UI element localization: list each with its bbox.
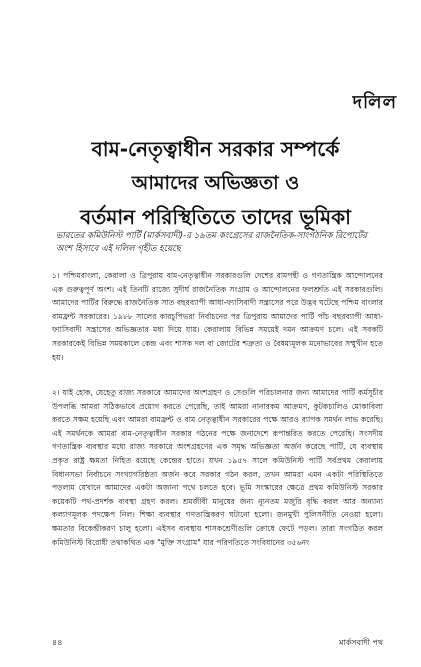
section-label: দলিল xyxy=(352,92,397,113)
title-line-1: বাম-নেতৃত্বাধীন সরকার সম্পর্কে xyxy=(91,137,340,161)
title-line-2: আমাদের অভিজ্ঞতা ও xyxy=(131,172,300,194)
page-footer xyxy=(52,637,383,650)
title-line-3: বর্তমান পরিস্থিতিতে তাদের ভূমিকা xyxy=(80,205,351,229)
paragraph-1: ১। পশ্চিমবাংলা, কেরালা ও ত্রিপুরায় বাম-নেতৃত্বাধীন সরকারগুলি দেশের বামপন্থী ও গণতান্ত্রিক আন্দোলনের এক গুরুত্বপূর্ণ অংশ। এই তিনটি রাজ্যে সুদীর্ঘ রাজনৈতিক সংগ্রাম ও আন্দোলনের ফলশ্রুতি এই সরকারগুলি। আমাদের পার্টির বিরুদ্ধে রাজনৈতিক সাত বছরব্যাপী আধা-ফ্যাসিবাদী সন্ত্রাসের পরে উদ্ভব ঘটেছে পশ্চিম বাংলার বামফ্রন্ট সরকারের। ১৯৮৮ সালের কারচুপিভরা নির্বাচনের পর ত্রিপুরায় আমাদের পার্টি পাঁচ বছরব্যাপী আধা-ফ্যাসিবাদী সন্ত্রাসের অভিজ্ঞতার মধ্য দিয়ে যায়। কেরালায় বিভিন্ন সময়েই দমন আক্রমণ চলে। এই সবকটি সরকারকেই বিভিন্ন সময়কালে কেন্দ্র এবং শাসক দল বা জোটের শত্রুতা ও বৈষম্যমূলক মনোভাবের সম্মুখীন হতে হয়। xyxy=(52,271,383,362)
document-title xyxy=(40,132,391,234)
publication-name: মার্কসবাদী পথ xyxy=(338,638,383,647)
intro-note: ভারতের কমিউনিস্ট পার্টি (মার্কসবাদী)-র ১৯তম কংগ্রেসের রাজনৈতিক-সাংগঠনিক রিপোর্টের অংশ হিসাবে এই দলিল গৃহীত হয়েছে xyxy=(56,231,367,254)
paragraph-2: ২। যাই হোক, যেহেতু রাজ্য সরকারে আমাদের অংশগ্রহণ ও সেগুলি পরিচালনার জন্য আমাদের পার্টি কর্মসূচীর উপলব্ধি আমরা সঠিকভাবে প্রয়োগ করতে পেরেছি, তাই আমরা নানারকম আক্রমণ, কুটকচালিও মোকাবিলা করতে সক্ষম হয়েছি এবং আমরা বামফ্রন্ট ও বাম নেতৃত্বাধীন সরকারের পক্ষে আরও ব্যাপক সমর্থন লাভ করেছি। এই সমর্থনকে আমরা বাম-নেতৃত্বাধীন সরকার গঠনের পক্ষে জনাদেশে রূপান্তরিত করতে পেরেছি। সংসদীয় গণতান্ত্রিক ব্যবস্থার মধ্যে রাজ্য সরকারে অংশগ্রহণের এক সমৃদ্ধ অভিজ্ঞতা অর্জন করেছে পার্টি, যে ব্যবস্থায় প্রকৃত রাষ্ট্র ক্ষমতা নিহিত রয়েছে কেন্দ্রের হাতে। যখন ১৯৫৭ সালে কমিউনিস্ট পার্টি সর্বপ্রথম কেরালায় বিধানসভা নির্বাচনে সংখ্যাগরিষ্ঠতা অর্জন করে সরকার গঠন করল, তখন আমরা এমন একটা পরিস্থিতিতে পড়লাম যেখানে আমাদের একটা অজানা পথে চলতে হবে। ভূমি সংস্কারের ক্ষেত্রে প্রথম কমিউনিস্ট সরকার কয়েকটি পথ-প্রদর্শক ব্যবস্থা গ্রহণ করল। শ্রমজীবী মানুষের জন্য ন্যূনতম মজুরি বৃদ্ধি করল আর অন্যান্য কল্যাণমূলক পদক্ষেপ নিল। শিক্ষা ব্যবস্থার গণতান্ত্রিকরণ ঘটানো হলো। জনমুখী পুলিসনীতি নেওয়া হলো। ক্ষমতার বিকেন্দ্রীকরণ চালু হলো। এইসব ব্যবস্থায় শাসকশ্রেণীগুলি ক্রোধে ফেটে পড়ল। তারা সংগঠিত করল কমিউনিস্ট বিরোধী তথাকথিত এক "মুক্তি সংগ্রাম" যার পরিণতিতে সংবিধানের ৩৫৬নং xyxy=(52,388,383,547)
page-number: ৪৪ xyxy=(52,638,63,647)
